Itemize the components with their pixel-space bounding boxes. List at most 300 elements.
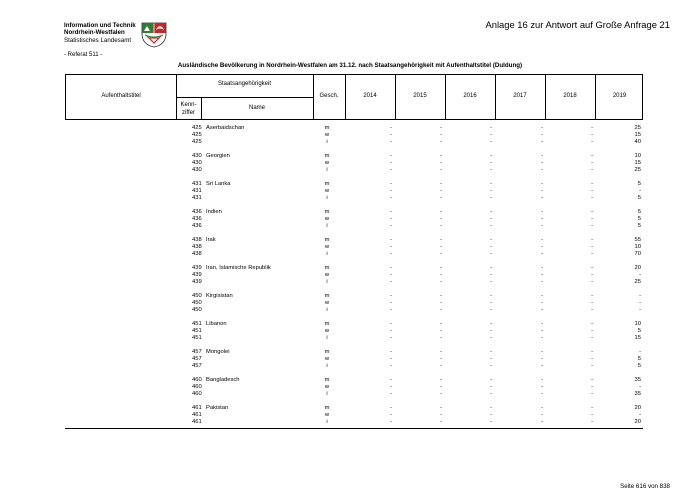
- value-cell-2014: -: [390, 139, 392, 145]
- value-cell-2018: -: [591, 363, 593, 369]
- value-cell-2019: 70: [634, 251, 641, 257]
- table-row: [0, 321, 700, 328]
- gender-cell: i: [326, 391, 328, 397]
- value-cell-2019: 15: [634, 160, 641, 166]
- kennziffer-cell: 461: [192, 412, 202, 418]
- kennziffer-cell: 439: [192, 265, 202, 271]
- value-cell-2015: -: [440, 384, 442, 390]
- table-row: [0, 216, 700, 223]
- table-row: [0, 328, 700, 335]
- table-row: [0, 405, 700, 412]
- value-cell-2015: -: [440, 391, 442, 397]
- value-cell-2019: -: [639, 272, 641, 278]
- table-row: [0, 181, 700, 188]
- value-cell-2015: -: [440, 356, 442, 362]
- value-cell-2017: -: [541, 272, 543, 278]
- table-row: [0, 307, 700, 314]
- gender-cell: m: [324, 237, 330, 243]
- kennziffer-cell: 457: [192, 363, 202, 369]
- value-cell-2017: -: [541, 377, 543, 383]
- value-cell-2014: -: [390, 419, 392, 425]
- value-cell-2019: -: [639, 293, 641, 299]
- country-name-cell: Georgien: [206, 153, 230, 159]
- value-cell-2018: -: [591, 307, 593, 313]
- kennziffer-cell: 461: [192, 405, 202, 411]
- value-cell-2019: 5: [637, 209, 641, 215]
- value-cell-2018: -: [591, 279, 593, 285]
- table-row: [0, 293, 700, 300]
- value-cell-2019: 5: [637, 216, 641, 222]
- value-cell-2014: -: [390, 223, 392, 229]
- gender-cell: w: [324, 216, 330, 222]
- gender-cell: i: [326, 363, 328, 369]
- gender-cell: w: [324, 300, 330, 306]
- table-row: [0, 265, 700, 272]
- value-cell-2017: -: [541, 391, 543, 397]
- gender-cell: w: [324, 384, 330, 390]
- value-cell-2016: -: [490, 363, 492, 369]
- value-cell-2014: -: [390, 321, 392, 327]
- value-cell-2019: 5: [637, 195, 641, 201]
- value-cell-2014: -: [390, 167, 392, 173]
- value-cell-2014: -: [390, 132, 392, 138]
- table-row: [0, 160, 700, 167]
- value-cell-2016: -: [490, 237, 492, 243]
- value-cell-2017: -: [541, 167, 543, 173]
- kennziffer-cell: 451: [192, 335, 202, 341]
- kennziffer-cell: 460: [192, 384, 202, 390]
- value-cell-2017: -: [541, 160, 543, 166]
- gender-cell: w: [324, 412, 330, 418]
- country-name-cell: Irak: [206, 237, 216, 243]
- gender-cell: i: [326, 167, 328, 173]
- header-year-2015: 2015: [413, 93, 427, 99]
- value-cell-2014: -: [390, 209, 392, 215]
- gender-cell: w: [324, 356, 330, 362]
- value-cell-2015: -: [440, 293, 442, 299]
- value-cell-2014: -: [390, 328, 392, 334]
- value-cell-2016: -: [490, 195, 492, 201]
- value-cell-2018: -: [591, 272, 593, 278]
- gender-cell: i: [326, 335, 328, 341]
- table-row: [0, 237, 700, 244]
- gender-cell: m: [324, 349, 330, 355]
- value-cell-2016: -: [490, 132, 492, 138]
- value-cell-2015: -: [440, 272, 442, 278]
- value-cell-2019: 5: [637, 181, 641, 187]
- value-cell-2016: -: [490, 384, 492, 390]
- gender-cell: m: [324, 377, 330, 383]
- value-cell-2015: -: [440, 195, 442, 201]
- value-cell-2019: 25: [634, 167, 641, 173]
- value-cell-2015: -: [440, 335, 442, 341]
- value-cell-2015: -: [440, 160, 442, 166]
- kennziffer-cell: 450: [192, 300, 202, 306]
- kennziffer-cell: 450: [192, 293, 202, 299]
- gender-cell: i: [326, 195, 328, 201]
- value-cell-2019: 40: [634, 139, 641, 145]
- value-cell-2019: 20: [634, 265, 641, 271]
- kennziffer-cell: 457: [192, 356, 202, 362]
- value-cell-2018: -: [591, 412, 593, 418]
- value-cell-2016: -: [490, 321, 492, 327]
- kennziffer-cell: 436: [192, 216, 202, 222]
- value-cell-2017: -: [541, 293, 543, 299]
- table-row: [0, 167, 700, 174]
- gender-cell: i: [326, 279, 328, 285]
- table-row: [0, 139, 700, 146]
- kennziffer-cell: 460: [192, 377, 202, 383]
- organisation-name: [64, 22, 136, 44]
- value-cell-2014: -: [390, 391, 392, 397]
- value-cell-2016: -: [490, 223, 492, 229]
- value-cell-2019: 10: [634, 244, 641, 250]
- value-cell-2018: -: [591, 328, 593, 334]
- value-cell-2017: -: [541, 328, 543, 334]
- gender-cell: i: [326, 139, 328, 145]
- value-cell-2015: -: [440, 265, 442, 271]
- value-cell-2019: -: [639, 188, 641, 194]
- value-cell-2017: -: [541, 405, 543, 411]
- value-cell-2016: -: [490, 307, 492, 313]
- value-cell-2015: -: [440, 412, 442, 418]
- value-cell-2018: -: [591, 237, 593, 243]
- value-cell-2017: -: [541, 125, 543, 131]
- value-cell-2016: -: [490, 356, 492, 362]
- gender-cell: w: [324, 132, 330, 138]
- value-cell-2015: -: [440, 321, 442, 327]
- country-name-cell: Mongolei: [206, 349, 230, 355]
- table-row: [0, 391, 700, 398]
- table-row: [0, 377, 700, 384]
- value-cell-2016: -: [490, 153, 492, 159]
- value-cell-2019: 5: [637, 223, 641, 229]
- value-cell-2015: -: [440, 188, 442, 194]
- value-cell-2017: -: [541, 132, 543, 138]
- value-cell-2018: -: [591, 223, 593, 229]
- value-cell-2017: -: [541, 307, 543, 313]
- kennziffer-cell: 439: [192, 272, 202, 278]
- header-year-2016: 2016: [463, 93, 477, 99]
- value-cell-2016: -: [490, 209, 492, 215]
- document-reference: Anlage 16 zur Antwort auf Große Anfrage 21: [485, 19, 670, 30]
- table-title: Ausländische Bevölkerung in Nordrhein-Westfalen am 31.12. nach Staatsangehörigkeit mit Aufenthaltstitel (Duldung): [177, 62, 523, 69]
- value-cell-2018: -: [591, 244, 593, 250]
- value-cell-2017: -: [541, 356, 543, 362]
- value-cell-2016: -: [490, 349, 492, 355]
- org-line-2: Nordrhein-Westfalen: [64, 29, 125, 37]
- kennziffer-cell: 438: [192, 237, 202, 243]
- kennziffer-cell: 451: [192, 321, 202, 327]
- org-line-3: Statistisches Landesamt: [64, 36, 132, 44]
- value-cell-2019: 5: [637, 363, 641, 369]
- gender-cell: m: [324, 293, 330, 299]
- value-cell-2015: -: [440, 153, 442, 159]
- value-cell-2017: -: [541, 265, 543, 271]
- value-cell-2017: -: [541, 279, 543, 285]
- value-cell-2018: -: [591, 349, 593, 355]
- value-cell-2017: -: [541, 223, 543, 229]
- value-cell-2018: -: [591, 419, 593, 425]
- org-line-1: Information und Technik: [64, 22, 136, 29]
- value-cell-2019: 5: [637, 328, 641, 334]
- value-cell-2014: -: [390, 188, 392, 194]
- value-cell-2014: -: [390, 405, 392, 411]
- value-cell-2015: -: [440, 139, 442, 145]
- value-cell-2014: -: [390, 125, 392, 131]
- value-cell-2014: -: [390, 251, 392, 257]
- value-cell-2018: -: [591, 377, 593, 383]
- country-name-cell: Sri Lanka: [206, 181, 231, 187]
- gender-cell: m: [324, 125, 330, 131]
- value-cell-2018: -: [591, 167, 593, 173]
- value-cell-2015: -: [440, 251, 442, 257]
- value-cell-2018: -: [591, 125, 593, 131]
- value-cell-2019: -: [639, 300, 641, 306]
- value-cell-2017: -: [541, 419, 543, 425]
- table-row: [0, 419, 700, 426]
- value-cell-2018: -: [591, 321, 593, 327]
- kennziffer-cell: 430: [192, 167, 202, 173]
- kennziffer-cell: 439: [192, 279, 202, 285]
- value-cell-2019: -: [639, 349, 641, 355]
- table-row: [0, 349, 700, 356]
- value-cell-2015: -: [440, 244, 442, 250]
- gender-cell: i: [326, 307, 328, 313]
- value-cell-2016: -: [490, 216, 492, 222]
- value-cell-2014: -: [390, 181, 392, 187]
- value-cell-2015: -: [440, 181, 442, 187]
- value-cell-2016: -: [490, 181, 492, 187]
- value-cell-2019: 15: [634, 335, 641, 341]
- value-cell-2018: -: [591, 132, 593, 138]
- kennziffer-cell: 430: [192, 160, 202, 166]
- value-cell-2017: -: [541, 251, 543, 257]
- country-name-cell: Kirgisistan: [206, 293, 233, 299]
- value-cell-2015: -: [440, 223, 442, 229]
- header-kennziffer-line-1: Kenn-: [180, 102, 197, 108]
- table-row: [0, 251, 700, 258]
- kennziffer-cell: 438: [192, 251, 202, 257]
- value-cell-2017: -: [541, 412, 543, 418]
- kennziffer-cell: 460: [192, 391, 202, 397]
- country-name-cell: Bangladesch: [206, 377, 240, 383]
- table-row: [0, 209, 700, 216]
- table-row: [0, 300, 700, 307]
- value-cell-2015: -: [440, 209, 442, 215]
- gender-cell: w: [324, 272, 330, 278]
- header-year-2014: 2014: [363, 93, 377, 99]
- value-cell-2017: -: [541, 216, 543, 222]
- value-cell-2017: -: [541, 363, 543, 369]
- value-cell-2019: 10: [634, 321, 641, 327]
- table-bottom-rule: [65, 428, 643, 429]
- nrw-coat-of-arms-icon: [140, 22, 168, 48]
- value-cell-2014: -: [390, 160, 392, 166]
- value-cell-2016: -: [490, 335, 492, 341]
- gender-cell: m: [324, 181, 330, 187]
- value-cell-2019: -: [639, 412, 641, 418]
- table-row: [0, 188, 700, 195]
- value-cell-2016: -: [490, 293, 492, 299]
- value-cell-2016: -: [490, 188, 492, 194]
- gender-cell: w: [324, 244, 330, 250]
- value-cell-2017: -: [541, 335, 543, 341]
- value-cell-2019: 25: [634, 279, 641, 285]
- kennziffer-cell: 457: [192, 349, 202, 355]
- gender-cell: i: [326, 251, 328, 257]
- header-kennziffer: [176, 101, 201, 117]
- kennziffer-cell: 450: [192, 307, 202, 313]
- kennziffer-cell: 430: [192, 153, 202, 159]
- value-cell-2015: -: [440, 419, 442, 425]
- value-cell-2018: -: [591, 405, 593, 411]
- value-cell-2014: -: [390, 244, 392, 250]
- value-cell-2018: -: [591, 209, 593, 215]
- gender-cell: m: [324, 153, 330, 159]
- value-cell-2019: -: [639, 384, 641, 390]
- gender-cell: w: [324, 328, 330, 334]
- value-cell-2014: -: [390, 363, 392, 369]
- value-cell-2017: -: [541, 188, 543, 194]
- header-year-2019: 2019: [612, 93, 627, 99]
- value-cell-2018: -: [591, 160, 593, 166]
- country-name-cell: Libanon: [206, 321, 227, 327]
- value-cell-2019: 35: [634, 377, 641, 383]
- value-cell-2016: -: [490, 328, 492, 334]
- value-cell-2014: -: [390, 349, 392, 355]
- value-cell-2018: -: [591, 188, 593, 194]
- value-cell-2017: -: [541, 300, 543, 306]
- table-header: [65, 74, 643, 120]
- value-cell-2014: -: [390, 377, 392, 383]
- value-cell-2016: -: [490, 405, 492, 411]
- page-number: Seite 616 von 838: [620, 483, 670, 490]
- table-row: [0, 153, 700, 160]
- table-row: [0, 335, 700, 342]
- value-cell-2016: -: [490, 377, 492, 383]
- value-cell-2016: -: [490, 244, 492, 250]
- value-cell-2014: -: [390, 237, 392, 243]
- gender-cell: w: [324, 160, 330, 166]
- value-cell-2017: -: [541, 321, 543, 327]
- department-label: - Referat 511 -: [64, 52, 103, 58]
- value-cell-2017: -: [541, 237, 543, 243]
- gender-cell: i: [326, 419, 328, 425]
- value-cell-2015: -: [440, 300, 442, 306]
- table-row: [0, 132, 700, 139]
- table-row: [0, 125, 700, 132]
- value-cell-2019: -: [639, 307, 641, 313]
- header-aufenthaltstitel: Aufenthaltstitel: [101, 93, 141, 99]
- value-cell-2018: -: [591, 384, 593, 390]
- table-row: [0, 363, 700, 370]
- value-cell-2015: -: [440, 349, 442, 355]
- value-cell-2016: -: [490, 167, 492, 173]
- kennziffer-cell: 425: [192, 139, 202, 145]
- kennziffer-cell: 425: [192, 125, 202, 131]
- header-year-2018: 2018: [563, 93, 577, 99]
- gender-cell: w: [324, 188, 330, 194]
- gender-cell: m: [324, 405, 330, 411]
- value-cell-2018: -: [591, 335, 593, 341]
- value-cell-2016: -: [490, 412, 492, 418]
- kennziffer-cell: 436: [192, 209, 202, 215]
- value-cell-2015: -: [440, 237, 442, 243]
- value-cell-2019: 20: [634, 419, 641, 425]
- value-cell-2017: -: [541, 139, 543, 145]
- value-cell-2015: -: [440, 132, 442, 138]
- value-cell-2016: -: [490, 265, 492, 271]
- value-cell-2015: -: [440, 405, 442, 411]
- kennziffer-cell: 425: [192, 132, 202, 138]
- table-row: [0, 384, 700, 391]
- kennziffer-cell: 431: [192, 181, 202, 187]
- value-cell-2017: -: [541, 181, 543, 187]
- value-cell-2018: -: [591, 216, 593, 222]
- value-cell-2017: -: [541, 244, 543, 250]
- value-cell-2014: -: [390, 216, 392, 222]
- value-cell-2017: -: [541, 349, 543, 355]
- table-row: [0, 356, 700, 363]
- value-cell-2019: 55: [634, 237, 641, 243]
- value-cell-2017: -: [541, 195, 543, 201]
- value-cell-2018: -: [591, 265, 593, 271]
- value-cell-2014: -: [390, 300, 392, 306]
- value-cell-2016: -: [490, 125, 492, 131]
- value-cell-2014: -: [390, 356, 392, 362]
- value-cell-2018: -: [591, 391, 593, 397]
- value-cell-2014: -: [390, 279, 392, 285]
- kennziffer-cell: 461: [192, 419, 202, 425]
- country-name-cell: Iran, Islamische Republik: [206, 265, 271, 271]
- header-kennziffer-line-2: ziffer: [182, 110, 195, 116]
- value-cell-2017: -: [541, 209, 543, 215]
- value-cell-2014: -: [390, 195, 392, 201]
- kennziffer-cell: 451: [192, 328, 202, 334]
- header-year-2017: 2017: [513, 93, 527, 99]
- value-cell-2014: -: [390, 272, 392, 278]
- gender-cell: m: [324, 321, 330, 327]
- table-row: [0, 272, 700, 279]
- kennziffer-cell: 431: [192, 188, 202, 194]
- value-cell-2018: -: [591, 139, 593, 145]
- value-cell-2018: -: [591, 251, 593, 257]
- value-cell-2018: -: [591, 356, 593, 362]
- gender-cell: i: [326, 223, 328, 229]
- kennziffer-cell: 431: [192, 195, 202, 201]
- value-cell-2017: -: [541, 153, 543, 159]
- kennziffer-cell: 438: [192, 244, 202, 250]
- table-row: [0, 279, 700, 286]
- value-cell-2016: -: [490, 272, 492, 278]
- header-name: Name: [248, 105, 265, 111]
- value-cell-2019: 15: [634, 132, 641, 138]
- table-row: [0, 412, 700, 419]
- kennziffer-cell: 436: [192, 223, 202, 229]
- value-cell-2016: -: [490, 300, 492, 306]
- value-cell-2016: -: [490, 160, 492, 166]
- value-cell-2015: -: [440, 328, 442, 334]
- value-cell-2016: -: [490, 279, 492, 285]
- value-cell-2015: -: [440, 167, 442, 173]
- value-cell-2015: -: [440, 279, 442, 285]
- value-cell-2014: -: [390, 153, 392, 159]
- country-name-cell: Indien: [206, 209, 222, 215]
- value-cell-2019: 20: [634, 405, 641, 411]
- value-cell-2016: -: [490, 391, 492, 397]
- value-cell-2019: 10: [634, 153, 641, 159]
